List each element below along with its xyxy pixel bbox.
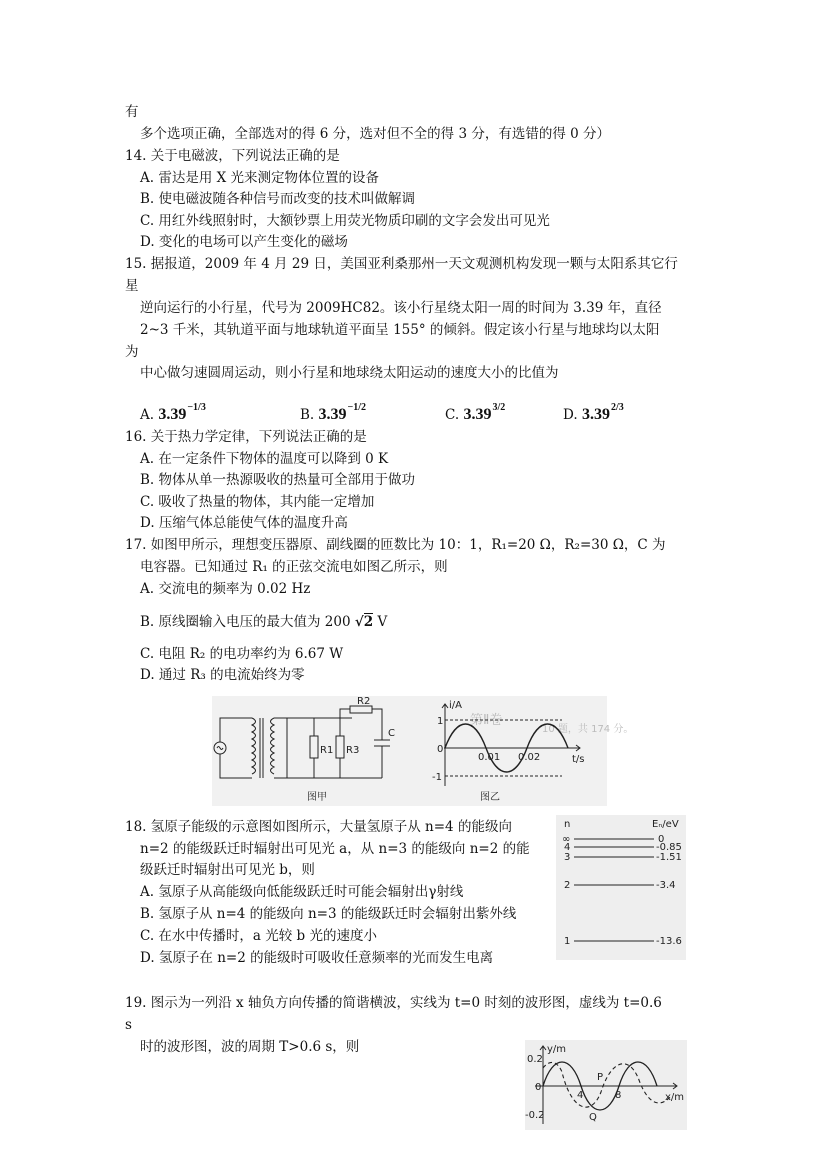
q17-graph-y-zero: 0 [437, 744, 444, 755]
q15-option-d-base: 3.39 [581, 406, 610, 423]
q17-graph-x1: 0.01 [478, 752, 501, 763]
q18-e4: -0.85 [656, 842, 682, 853]
q19-point-q: Q [589, 1112, 597, 1123]
q15-option-c-exponent: 3/2 [492, 402, 506, 413]
q18-n2: 2 [564, 880, 571, 891]
q17-option-b-unit: V [377, 614, 388, 630]
q17-graph-xlabel: t/s [572, 754, 585, 765]
q18-option-c: C. 在水中传播时，a 光较 b 光的速度小 [140, 928, 377, 944]
q17-option-b-text: B. 原线圈输入电压的最大值为 200 [140, 614, 351, 630]
q15-option-d-exponent: 2/3 [610, 402, 624, 413]
q16-option-a: A. 在一定条件下物体的温度可以降到 0 K [140, 451, 389, 467]
q17-graph-y-top: 1 [437, 716, 444, 727]
q16-option-c: C. 吸收了热量的物体，其内能一定增加 [140, 494, 375, 510]
q18-e2: -3.4 [656, 880, 676, 891]
q17-figure-svg [212, 696, 634, 806]
q19-x8: 8 [615, 1090, 622, 1101]
q19-y-bottom: -0.2 [525, 1110, 545, 1121]
q17-caption-a: 图甲 [307, 792, 327, 803]
q19-point-p: P [597, 1072, 604, 1083]
q15-option-b-label: B. [300, 407, 315, 423]
q18-n-inf: ∞ [562, 834, 571, 845]
q17-graph-y-bottom: -1 [432, 772, 442, 783]
q17-r2-label: R2 [357, 696, 371, 707]
q17-caption-b: 图乙 [480, 792, 500, 803]
q19-ylabel: y/m [547, 1044, 567, 1055]
q15-option-b-base: 3.39 [318, 406, 347, 423]
q17-graph-ylabel: i/A [449, 700, 462, 711]
header-line-2: 多个选项正确，全部选对的得 6 分，选对但不全的得 3 分，有选错的得 0 分） [140, 126, 611, 142]
q18-option-b: B. 氢原子从 n=4 的能级向 n=3 的能级跃迁时会辐射出紫外线 [140, 906, 517, 922]
q15-option-b-exponent: −1/2 [347, 402, 366, 413]
q16-stem: 16. 关于热力学定律，下列说法正确的是 [125, 429, 367, 445]
q14-stem: 14. 关于电磁波，下列说法正确的是 [125, 148, 340, 164]
q18-e3: -1.51 [656, 852, 682, 863]
q17-line-1: 17. 如图甲所示，理想变压器原、副线圈的匝数比为 10：1，R₁=20 Ω，R₂=30 Ω，C 为 [125, 537, 666, 553]
q19-line-3: 时的波形图，波的周期 T>0.6 s，则 [140, 1039, 360, 1055]
q15-line-1: 15. 据报道，2009 年 4 月 29 日，美国亚利桑那州一天文观测机构发现一颗与太阳系其它行 [125, 256, 678, 272]
q15-option-a-base: 3.39 [158, 406, 187, 423]
q15-option-a [140, 398, 206, 425]
q17-bg-text-1: 第Ⅱ卷 [470, 713, 503, 728]
q15-option-c [445, 398, 505, 425]
q17-bg-text-2: 10 题，共 174 分。 [542, 724, 634, 735]
q14-option-c: C. 用红外线照射时，大额钞票上用荧光物质印刷的文字会发出可见光 [140, 213, 550, 229]
q15-option-d [563, 398, 624, 425]
q18-n-header: n [564, 819, 571, 830]
q15-option-c-label: C. [445, 407, 460, 423]
q18-line-2: n=2 的能级跃迁时辐射出可见光 a，从 n=3 的能级向 n=2 的能 [140, 841, 530, 857]
q16-option-b: B. 物体从单一热源吸收的热量可全部用于做功 [140, 472, 416, 488]
q16-option-d: D. 压缩气体总能使气体的温度升高 [140, 515, 348, 531]
q18-option-a: A. 氢原子从高能级向低能级跃迁时可能会辐射出γ射线 [140, 884, 464, 900]
q17-r1-label: R1 [320, 745, 334, 756]
q19-xlabel: x/m [665, 1092, 685, 1103]
q15-line-5: 为 [125, 344, 139, 360]
q17-c-label: C [388, 728, 395, 739]
q19-x4: 4 [577, 1090, 584, 1101]
q17-option-a: A. 交流电的频率为 0.02 Hz [140, 581, 311, 597]
q14-option-d: D. 变化的电场可以产生变化的磁场 [140, 234, 348, 250]
q19-y-top: 0.2 [527, 1054, 543, 1065]
q18-line-3: 级跃迁时辐射出可见光 b，则 [140, 862, 315, 878]
q17-option-b-sqrt: 2 [363, 614, 374, 630]
q17-figure [212, 696, 634, 806]
q14-option-b: B. 使电磁波随各种信号而改变的技术叫做解调 [140, 191, 416, 207]
header-line-1: 有 [125, 104, 139, 120]
q19-line-2: s [125, 1017, 132, 1033]
q15-option-c-base: 3.39 [463, 406, 492, 423]
q15-option-a-exponent: −1/3 [187, 402, 206, 413]
q17-graph-x2: 0.02 [518, 752, 541, 763]
q15-line-4: 2~3 千米，其轨道平面与地球轨道平面呈 155° 的倾斜。假定该小行星与地球均以太阳 [140, 322, 660, 338]
q18-line-1: 18. 氢原子能级的示意图如图所示，大量氢原子从 n=4 的能级向 [125, 819, 512, 835]
q19-wave-svg [525, 1040, 687, 1130]
q18-e-inf: 0 [658, 834, 665, 845]
q18-e-header: Eₙ/eV [652, 819, 679, 830]
q15-line-2: 星 [125, 278, 139, 294]
q18-option-d: D. 氢原子在 n=2 的能级时可吸收任意频率的光而发生电离 [140, 950, 494, 966]
q19-wave-figure [525, 1040, 687, 1130]
q18-n1: 1 [564, 936, 571, 947]
q14-option-a: A. 雷达是用 X 光来测定物体位置的设备 [140, 170, 380, 186]
q17-line-2: 电容器。已知通过 R₁ 的正弦交流电如图乙所示，则 [140, 559, 448, 575]
q18-n3: 3 [564, 852, 571, 863]
q15-option-b [300, 398, 366, 425]
q18-energy-level-svg [556, 815, 686, 960]
q17-option-b: B. 原线圈输入电压的最大值为 200 √2 V [140, 614, 388, 630]
q18-n4: 4 [564, 842, 571, 853]
q15-option-d-label: D. [563, 407, 578, 423]
q18-e1: -13.6 [656, 936, 682, 947]
q15-line-6: 中心做匀速圆周运动，则小行星和地球绕太阳运动的速度大小的比值为 [140, 365, 559, 381]
q15-option-a-label: A. [140, 407, 155, 423]
q15-line-3: 逆向运行的小行星，代号为 2009HC82。该小行星绕太阳一周的时间为 3.39 年，直径 [140, 300, 662, 316]
q17-option-c: C. 电阻 R₂ 的电功率约为 6.67 W [140, 646, 344, 662]
q18-energy-level-figure [556, 815, 686, 960]
q19-line-1: 19. 图示为一列沿 x 轴负方向传播的简谐横波，实线为 t=0 时刻的波形图，虚线为 t=0.6 [125, 995, 662, 1011]
q19-y-zero: 0 [535, 1082, 542, 1093]
q17-option-d: D. 通过 R₃ 的电流始终为零 [140, 667, 305, 683]
q17-r3-label: R3 [346, 745, 360, 756]
